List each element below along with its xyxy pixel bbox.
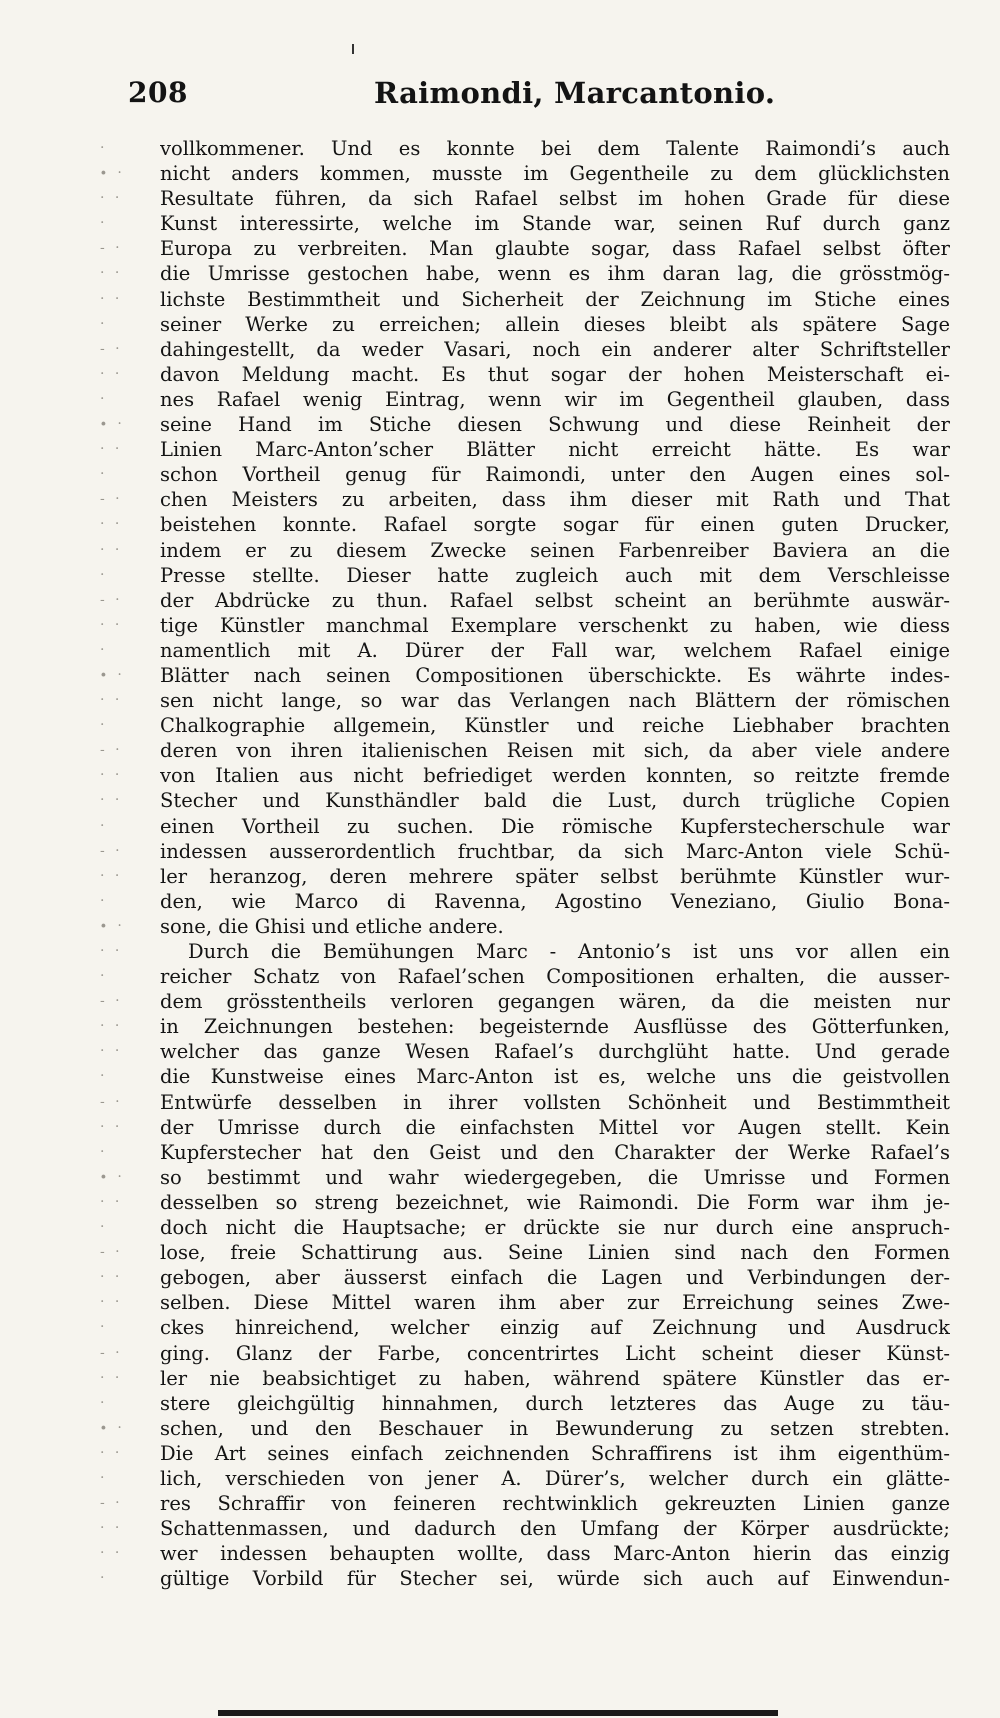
margin-mark: - ·	[100, 993, 123, 1010]
margin-mark: - ·	[100, 240, 123, 257]
text-line: wer indessen behaupten wollte, dass Marc-Anton hierin das einzig	[160, 1542, 950, 1566]
margin-mark: · ·	[100, 1369, 123, 1386]
margin-mark: · ·	[100, 190, 123, 207]
text-line: nicht anders kommen, musste im Gegentheile zu dem glücklichsten	[160, 162, 950, 186]
text-line: reicher Schatz von Rafael’schen Compositionen erhalten, die ausser-	[160, 965, 950, 989]
text-line: davon Meldung macht. Es thut sogar der hohen Meisterschaft ei-	[160, 362, 950, 386]
text-line: die Kunstweise eines Marc-Anton ist es, welche uns die geistvollen	[160, 1065, 950, 1089]
margin-mark: - ·	[100, 591, 123, 608]
margin-mark: ∙ ·	[100, 416, 125, 433]
margin-mark: ·	[100, 140, 108, 156]
text-line: der Umrisse durch die einfachsten Mittel vor Augen stellt. Kein	[160, 1115, 950, 1139]
margin-mark: ·	[100, 566, 108, 583]
margin-mark: ·	[100, 466, 108, 483]
text-line: einen Vortheil zu suchen. Die römische Kupferstecherschule war	[160, 814, 950, 838]
text-line: in Zeichnungen bestehen: begeisternde Ausflüsse des Götterfunken,	[160, 1015, 950, 1039]
running-head: Raimondi, Marcantonio.	[374, 76, 776, 110]
body-text	[160, 136, 950, 1591]
margin-mark: ·	[100, 215, 108, 232]
margin-mark: · ·	[100, 1269, 123, 1286]
text-line: Durch die Bemühungen Marc - Antonio’s ist uns vor allen ein	[188, 940, 950, 963]
text-line: Linien Marc-Anton’scher Blätter nicht erreicht hätte. Es war	[160, 438, 950, 462]
text-line: die Umrisse gestochen habe, wenn es ihm daran lag, die grösstmög-	[160, 262, 950, 286]
margin-mark: ·	[100, 315, 108, 332]
margin-mark: ∙ ·	[100, 1168, 125, 1185]
text-line: sone, die Ghisi und etliche andere.	[160, 914, 504, 938]
text-line: von Italien aus nicht befriediget werden konnten, so reitzte fremde	[160, 764, 950, 788]
text-line: seiner Werke zu erreichen; allein dieses bleibt als spätere Sage	[160, 312, 950, 336]
margin-mark: · ·	[100, 1118, 123, 1135]
margin-mark: ·	[100, 717, 108, 734]
text-line: doch nicht die Hauptsache; er drückte sie nur durch eine anspruch-	[160, 1216, 950, 1240]
text-line: indem er zu diesem Zwecke seinen Farbenreiber Baviera an die	[160, 538, 950, 562]
margin-mark: · ·	[100, 265, 123, 282]
text-line: welcher das ganze Wesen Rafael’s durchglüht hatte. Und gerade	[160, 1040, 950, 1064]
margin-mark: · ·	[100, 290, 123, 307]
text-line: Stecher und Kunsthändler bald die Lust, durch trügliche Copien	[160, 789, 950, 813]
text-line: Die Art seines einfach zeichnenden Schraffirens ist ihm eigenthüm-	[160, 1441, 950, 1465]
text-line: nes Rafael wenig Eintrag, wenn wir im Gegentheil glauben, dass	[160, 387, 950, 411]
text-line: seine Hand im Stiche diesen Schwung und diese Reinheit der	[160, 413, 950, 437]
text-line: Kupferstecher hat den Geist und den Charakter der Werke Rafael’s	[160, 1140, 950, 1164]
margin-mark: - ·	[100, 491, 123, 508]
margin-mark: ·	[100, 390, 108, 407]
text-line: so bestimmt und wahr wiedergegeben, die Umrisse und Formen	[160, 1165, 950, 1189]
margin-mark: · ·	[100, 441, 123, 458]
text-line: dahingestellt, da weder Vasari, noch ein anderer alter Schriftsteller	[160, 337, 950, 361]
margin-mark: ·	[100, 817, 108, 834]
text-line: Chalkographie allgemein, Künstler und reiche Liebhaber brachten	[160, 714, 950, 738]
margin-mark: · ·	[100, 792, 123, 809]
margin-mark: · ·	[100, 692, 123, 709]
text-line: Resultate führen, da sich Rafael selbst im hohen Grade für diese	[160, 187, 950, 211]
printer-mark	[352, 44, 354, 54]
text-line: ging. Glanz der Farbe, concentrirtes Licht scheint dieser Künst-	[160, 1341, 950, 1365]
margin-mark: ·	[100, 1469, 108, 1486]
text-line: namentlich mit A. Dürer der Fall war, welchem Rafael einige	[160, 638, 950, 662]
margin-mark: · ·	[100, 1545, 123, 1562]
margin-mark: · ·	[100, 1520, 123, 1537]
margin-mark: ·	[100, 1068, 108, 1085]
margin-mark: - ·	[100, 1244, 123, 1261]
text-line: den, wie Marco di Ravenna, Agostino Veneziano, Giulio Bona-	[160, 889, 950, 913]
margin-mark: ∙ ·	[100, 917, 125, 934]
text-line: selben. Diese Mittel waren ihm aber zur Erreichung seines Zwe-	[160, 1291, 950, 1315]
margin-mark: · ·	[100, 867, 123, 884]
text-line: gültige Vorbild für Stecher sei, würde sich auch auf Einwendun-	[160, 1567, 950, 1591]
text-line: Presse stellte. Dieser hatte zugleich auch mit dem Verschleisse	[160, 563, 950, 587]
page-header	[128, 68, 928, 118]
margin-mark: - ·	[100, 1344, 123, 1361]
text-line: lich, verschieden von jener A. Dürer’s, welcher durch ein glätte-	[160, 1466, 950, 1490]
text-line: Schattenmassen, und dadurch den Umfang der Körper ausdrückte;	[160, 1517, 950, 1541]
text-line: tige Künstler manchmal Exemplare verschenkt zu haben, wie diess	[160, 613, 950, 637]
margin-mark: ·	[100, 892, 108, 909]
margin-mark: · ·	[100, 516, 123, 533]
margin-mark: - ·	[100, 1495, 123, 1512]
margin-mark: · ·	[100, 541, 123, 558]
text-line: beistehen konnte. Rafael sorgte sogar für einen guten Drucker,	[160, 513, 950, 537]
text-line: lichste Bestimmtheit und Sicherheit der Zeichnung im Stiche eines	[160, 287, 950, 311]
margin-mark: - ·	[100, 842, 123, 859]
text-line: deren von ihren italienischen Reisen mit sich, da aber viele andere	[160, 739, 950, 763]
margin-mark: · ·	[100, 1193, 123, 1210]
margin-mark: ∙ ·	[100, 165, 125, 182]
margin-mark: - ·	[100, 742, 123, 759]
text-line: sen nicht lange, so war das Verlangen nach Blättern der römischen	[160, 689, 950, 713]
text-line: indessen ausserordentlich fruchtbar, da sich Marc-Anton viele Schü-	[160, 839, 950, 863]
text-line: Europa zu verbreiten. Man glaubte sogar, dass Rafael selbst öfter	[160, 237, 950, 261]
text-line: schon Vortheil genug für Raimondi, unter den Augen eines sol-	[160, 463, 950, 487]
margin-mark: · ·	[100, 365, 123, 382]
text-line: stere gleichgültig hinnahmen, durch letzteres das Auge zu täu-	[160, 1391, 950, 1415]
text-line: schen, und den Beschauer in Bewunderung zu setzen strebten.	[160, 1416, 950, 1440]
margin-mark: · ·	[100, 767, 123, 784]
margin-mark: · ·	[100, 1444, 123, 1461]
margin-mark: · ·	[100, 943, 123, 959]
margin-mark: ∙ ·	[100, 666, 125, 683]
text-line: Blätter nach seinen Compositionen überschickte. Es währte indes-	[160, 663, 950, 687]
bottom-edge-rule	[218, 1710, 778, 1716]
text-line: ckes hinreichend, welcher einzig auf Zeichnung und Ausdruck	[160, 1316, 950, 1340]
text-line: vollkommener. Und es konnte bei dem Talente Raimondi’s auch	[160, 137, 950, 160]
margin-mark: · ·	[100, 1043, 123, 1060]
text-line: res Schraffir von feineren rechtwinklich gekreuzten Linien ganze	[160, 1492, 950, 1516]
margin-mark: - ·	[100, 340, 123, 357]
text-line: gebogen, aber äusserst einfach die Lagen und Verbindungen der-	[160, 1266, 950, 1290]
margin-mark: · ·	[100, 1294, 123, 1311]
text-line: ler nie beabsichtiget zu haben, während spätere Künstler das er-	[160, 1366, 950, 1390]
margin-show-through	[100, 136, 150, 1591]
text-line: der Abdrücke zu thun. Rafael selbst scheint an berühmte auswär-	[160, 588, 950, 612]
margin-mark: · ·	[100, 1018, 123, 1035]
margin-mark: ·	[100, 641, 108, 658]
text-line: desselben so streng bezeichnet, wie Raimondi. Die Form war ihm je-	[160, 1190, 950, 1214]
text-line: lose, freie Schattirung aus. Seine Linien sind nach den Formen	[160, 1241, 950, 1265]
text-line: ler heranzog, deren mehrere später selbst berühmte Künstler wur-	[160, 864, 950, 888]
text-line: dem grösstentheils verloren gegangen wären, da die meisten nur	[160, 990, 950, 1014]
text-line: Entwürfe desselben in ihrer vollsten Schönheit und Bestimmtheit	[160, 1090, 950, 1114]
margin-mark: ·	[100, 1219, 108, 1236]
margin-mark: - ·	[100, 1093, 123, 1110]
margin-mark: ·	[100, 968, 108, 985]
margin-mark: ·	[100, 1394, 108, 1411]
margin-mark: ∙ ·	[100, 1419, 125, 1436]
margin-mark: · ·	[100, 616, 123, 633]
page-number: 208	[128, 76, 188, 109]
margin-mark: ·	[100, 1570, 108, 1587]
margin-mark: ·	[100, 1319, 108, 1336]
text-line: chen Meisters zu arbeiten, dass ihm dieser mit Rath und That	[160, 488, 950, 512]
text-line: Kunst interessirte, welche im Stande war, seinen Ruf durch ganz	[160, 212, 950, 236]
margin-mark: ·	[100, 1143, 108, 1160]
